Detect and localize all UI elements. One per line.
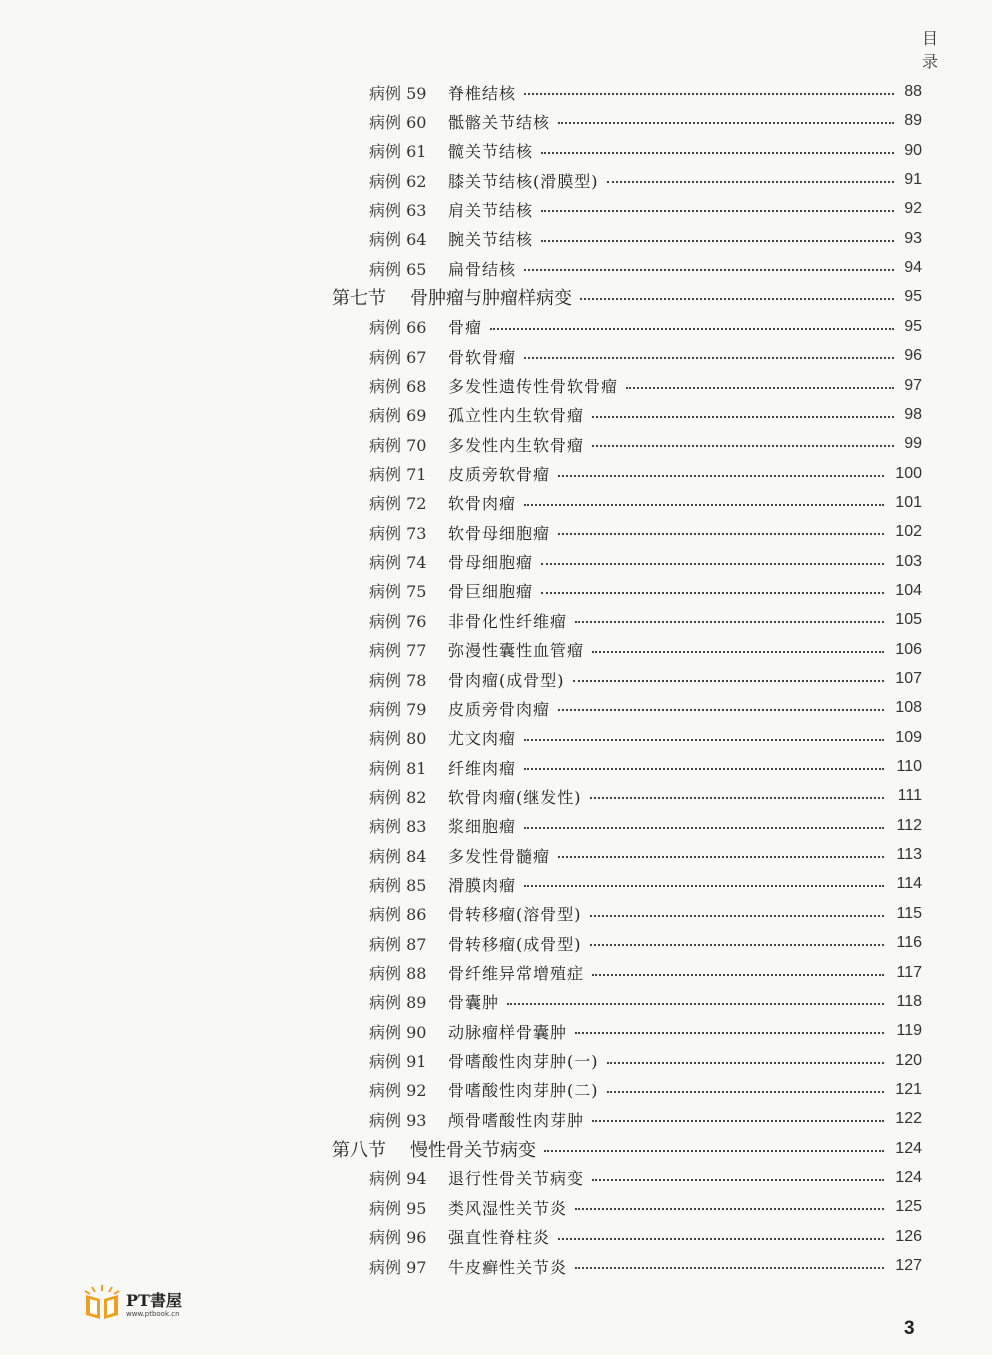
case-label: 病例 94 bbox=[369, 1169, 427, 1189]
case-title: 骨纤维异常增殖症 bbox=[448, 964, 585, 983]
page-ref: 103 bbox=[895, 552, 922, 570]
case-title: 弥漫性囊性血管瘤 bbox=[448, 641, 585, 661]
leader-dots bbox=[607, 1091, 884, 1093]
toc-case-row[interactable] bbox=[0, 168, 992, 192]
case-title: 骨母细胞瘤 bbox=[448, 553, 534, 573]
logo-url[interactable]: www.ptbook.cn bbox=[126, 1310, 180, 1318]
case-title: 骶髂关节结核 bbox=[448, 112, 551, 132]
case-title: 类风湿性关节炎 bbox=[448, 1198, 568, 1218]
toc-case-row[interactable] bbox=[0, 344, 992, 368]
case-title: 退行性骨关节病变 bbox=[448, 1169, 585, 1189]
page-ref: 118 bbox=[896, 992, 922, 1010]
logo-name: PT書屋 bbox=[126, 1291, 182, 1310]
case-label: 病例 66 bbox=[369, 318, 427, 338]
page-ref: 124 bbox=[895, 1168, 922, 1186]
case-label: 病例 60 bbox=[369, 112, 427, 132]
toc-case-row[interactable] bbox=[0, 872, 992, 896]
leader-dots bbox=[607, 181, 894, 183]
page-ref: 120 bbox=[895, 1051, 922, 1069]
page-ref: 112 bbox=[896, 816, 922, 834]
toc-case-row[interactable] bbox=[0, 1019, 992, 1043]
page-ref: 126 bbox=[895, 1227, 922, 1245]
leader-dots bbox=[575, 1267, 884, 1269]
toc-case-row[interactable] bbox=[0, 227, 992, 251]
page-ref: 91 bbox=[904, 171, 922, 189]
toc-case-row[interactable] bbox=[0, 491, 992, 515]
case-title: 扁骨结核 bbox=[448, 259, 517, 279]
page-number: 3 bbox=[904, 1318, 915, 1339]
page-header-title bbox=[921, 26, 964, 72]
leader-dots bbox=[575, 1032, 884, 1034]
leader-dots bbox=[558, 856, 884, 858]
case-label: 病例 77 bbox=[369, 641, 427, 661]
toc-case-row[interactable] bbox=[0, 638, 992, 662]
leader-dots bbox=[558, 122, 894, 124]
case-title: 多发性遗传性骨软骨瘤 bbox=[448, 377, 619, 396]
leader-dots bbox=[541, 563, 884, 565]
toc-case-row[interactable] bbox=[0, 1225, 992, 1249]
leader-dots bbox=[558, 1238, 884, 1240]
case-label: 病例 68 bbox=[369, 377, 427, 396]
page-ref: 124 bbox=[895, 1139, 922, 1157]
case-title: 肩关节结核 bbox=[448, 200, 534, 220]
page-ref: 101 bbox=[895, 493, 922, 511]
page-ref: 104 bbox=[895, 581, 922, 599]
case-label: 病例 62 bbox=[369, 171, 427, 191]
leader-dots bbox=[607, 1062, 884, 1064]
case-title: 骨转移瘤(成骨型) bbox=[448, 934, 582, 954]
toc-case-row[interactable] bbox=[0, 1166, 992, 1190]
case-label: 病例 85 bbox=[369, 875, 427, 895]
case-label: 病例 82 bbox=[369, 787, 427, 807]
case-label: 病例 80 bbox=[369, 729, 427, 749]
leader-dots bbox=[541, 592, 884, 594]
toc-case-row[interactable] bbox=[0, 520, 992, 544]
page-ref: 106 bbox=[895, 640, 922, 658]
leader-dots bbox=[524, 93, 894, 95]
toc-case-row[interactable] bbox=[0, 374, 992, 398]
toc-case-row[interactable] bbox=[0, 432, 992, 456]
leader-dots bbox=[524, 504, 884, 506]
leader-dots bbox=[590, 797, 884, 799]
case-label: 病例 69 bbox=[369, 406, 427, 426]
page-ref: 98 bbox=[904, 405, 922, 423]
leader-dots bbox=[590, 915, 884, 917]
toc-case-row[interactable] bbox=[0, 696, 992, 720]
leader-dots bbox=[524, 269, 894, 271]
case-title: 多发性骨髓瘤 bbox=[448, 846, 551, 866]
leader-dots bbox=[507, 1003, 884, 1005]
case-title: 强直性脊柱炎 bbox=[448, 1228, 551, 1248]
case-label: 病例 90 bbox=[369, 1022, 427, 1042]
page-ref: 121 bbox=[895, 1080, 922, 1098]
leader-dots bbox=[541, 152, 894, 154]
toc-case-row[interactable] bbox=[0, 667, 992, 691]
case-label: 病例 67 bbox=[369, 347, 427, 367]
section-title: 慢性骨关节病变 bbox=[410, 1139, 536, 1161]
case-label: 病例 70 bbox=[369, 435, 427, 455]
case-title: 软骨母细胞瘤 bbox=[448, 523, 551, 543]
page-ref: 94 bbox=[904, 259, 922, 277]
page-ref: 95 bbox=[904, 317, 922, 335]
case-title: 非骨化性纤维瘤 bbox=[448, 611, 568, 631]
toc-case-row[interactable] bbox=[0, 109, 992, 133]
header-char-2: 录 bbox=[921, 52, 964, 71]
leader-dots bbox=[524, 739, 884, 741]
page-ref: 116 bbox=[896, 934, 922, 952]
case-title: 髋关节结核 bbox=[448, 142, 534, 162]
toc-case-row[interactable] bbox=[0, 1254, 992, 1278]
page-ref: 115 bbox=[896, 904, 922, 922]
leader-dots bbox=[592, 416, 894, 418]
page-ref: 119 bbox=[896, 1022, 922, 1040]
page-ref: 109 bbox=[895, 728, 922, 746]
case-title: 骨囊肿 bbox=[448, 993, 500, 1013]
page-ref: 111 bbox=[897, 787, 922, 805]
pt-book-logo-icon bbox=[82, 1283, 122, 1323]
case-title: 软骨肉瘤(继发性) bbox=[448, 787, 582, 807]
header-char-1: 目 bbox=[921, 29, 964, 48]
leader-dots bbox=[524, 885, 884, 887]
toc-case-row[interactable] bbox=[0, 197, 992, 221]
case-label: 病例 84 bbox=[369, 846, 427, 866]
case-title: 骨肉瘤(成骨型) bbox=[448, 670, 565, 690]
toc-case-row[interactable] bbox=[0, 726, 992, 750]
case-title: 骨软骨瘤 bbox=[448, 347, 517, 367]
leader-dots bbox=[575, 621, 884, 623]
case-label: 病例 61 bbox=[369, 142, 427, 162]
toc-section-row[interactable] bbox=[0, 285, 992, 309]
page-ref: 100 bbox=[895, 464, 922, 482]
section-label: 第七节 bbox=[332, 288, 386, 310]
page-ref: 96 bbox=[904, 347, 922, 365]
leader-dots bbox=[573, 680, 884, 682]
leader-dots bbox=[541, 210, 894, 212]
toc-section-row[interactable] bbox=[0, 1137, 992, 1161]
case-label: 病例 91 bbox=[369, 1052, 427, 1072]
case-title: 膝关节结核(滑膜型) bbox=[448, 171, 599, 191]
case-label: 病例 74 bbox=[369, 553, 427, 573]
case-title: 骨嗜酸性肉芽肿(二) bbox=[448, 1081, 599, 1101]
case-label: 病例 93 bbox=[369, 1110, 427, 1130]
page-ref: 110 bbox=[896, 758, 922, 776]
page-ref: 113 bbox=[896, 846, 922, 864]
case-title: 浆细胞瘤 bbox=[448, 817, 517, 837]
case-title: 腕关节结核 bbox=[448, 230, 534, 250]
toc-case-row[interactable] bbox=[0, 579, 992, 603]
toc-case-row[interactable] bbox=[0, 1049, 992, 1073]
toc-case-row[interactable] bbox=[0, 550, 992, 574]
case-label: 病例 81 bbox=[369, 758, 427, 778]
case-title: 脊椎结核 bbox=[448, 83, 517, 103]
page-ref: 99 bbox=[904, 435, 922, 453]
case-label: 病例 71 bbox=[369, 465, 427, 485]
page-ref: 97 bbox=[904, 376, 922, 394]
leader-dots bbox=[592, 651, 884, 653]
case-title: 滑膜肉瘤 bbox=[448, 875, 517, 895]
toc-case-row[interactable] bbox=[0, 784, 992, 808]
leader-dots bbox=[541, 240, 894, 242]
case-title: 尤文肉瘤 bbox=[448, 729, 517, 749]
toc-case-row[interactable] bbox=[0, 1078, 992, 1102]
page-ref: 105 bbox=[895, 611, 922, 629]
toc-case-row[interactable] bbox=[0, 843, 992, 867]
leader-dots bbox=[592, 445, 894, 447]
leader-dots bbox=[575, 1208, 884, 1210]
case-label: 病例 73 bbox=[369, 523, 427, 543]
page-ref: 125 bbox=[895, 1198, 922, 1216]
case-label: 病例 65 bbox=[369, 259, 427, 279]
page-ref: 93 bbox=[904, 229, 922, 247]
leader-dots bbox=[544, 1150, 884, 1152]
toc-case-row[interactable] bbox=[0, 403, 992, 427]
leader-dots bbox=[592, 974, 884, 976]
case-label: 病例 83 bbox=[369, 817, 427, 837]
toc-case-row[interactable] bbox=[0, 1195, 992, 1219]
toc-case-row[interactable] bbox=[0, 608, 992, 632]
leader-dots bbox=[524, 768, 884, 770]
page-ref: 89 bbox=[904, 112, 922, 130]
section-title: 骨肿瘤与肿瘤样病变 bbox=[410, 288, 572, 310]
toc-case-row[interactable] bbox=[0, 931, 992, 955]
case-label: 病例 75 bbox=[369, 582, 427, 602]
page-ref: 122 bbox=[895, 1110, 922, 1128]
case-label: 病例 63 bbox=[369, 200, 427, 220]
page-ref: 114 bbox=[896, 875, 922, 893]
leader-dots bbox=[580, 298, 894, 300]
toc-case-row[interactable] bbox=[0, 902, 992, 926]
leader-dots bbox=[558, 475, 884, 477]
case-label: 病例 64 bbox=[369, 230, 427, 250]
leader-dots bbox=[524, 827, 884, 829]
leader-dots bbox=[592, 1120, 884, 1122]
case-title: 动脉瘤样骨囊肿 bbox=[448, 1022, 568, 1042]
leader-dots bbox=[592, 1179, 884, 1181]
toc-case-row[interactable] bbox=[0, 1107, 992, 1131]
case-label: 病例 97 bbox=[369, 1257, 427, 1277]
case-label: 病例 96 bbox=[369, 1228, 427, 1248]
case-title: 牛皮癣性关节炎 bbox=[448, 1257, 568, 1277]
case-title: 软骨肉瘤 bbox=[448, 494, 517, 514]
toc-case-row[interactable] bbox=[0, 755, 992, 779]
case-label: 病例 78 bbox=[369, 670, 427, 690]
case-label: 病例 92 bbox=[369, 1081, 427, 1101]
page-ref: 95 bbox=[904, 288, 922, 306]
case-title: 皮质旁软骨瘤 bbox=[448, 465, 551, 485]
case-title: 颅骨嗜酸性肉芽肿 bbox=[448, 1110, 585, 1130]
page-ref: 88 bbox=[904, 83, 922, 100]
leader-dots bbox=[558, 709, 884, 711]
case-title: 骨嗜酸性肉芽肿(一) bbox=[448, 1052, 599, 1072]
page-ref: 127 bbox=[895, 1257, 922, 1274]
case-label: 病例 59 bbox=[369, 83, 427, 103]
toc-case-row[interactable] bbox=[0, 315, 992, 339]
case-label: 病例 95 bbox=[369, 1198, 427, 1218]
case-title: 多发性内生软骨瘤 bbox=[448, 435, 585, 455]
page-ref: 92 bbox=[904, 200, 922, 218]
case-title: 纤维肉瘤 bbox=[448, 758, 517, 778]
case-label: 病例 86 bbox=[369, 905, 427, 925]
page-ref: 108 bbox=[895, 699, 922, 717]
page-ref: 117 bbox=[896, 963, 922, 981]
toc-case-row[interactable] bbox=[0, 256, 992, 280]
leader-dots bbox=[626, 387, 894, 389]
toc-case-row[interactable] bbox=[0, 990, 992, 1014]
toc-case-row[interactable] bbox=[0, 462, 992, 486]
case-title: 孤立性内生软骨瘤 bbox=[448, 406, 585, 426]
section-label: 第八节 bbox=[332, 1139, 386, 1161]
case-label: 病例 79 bbox=[369, 699, 427, 719]
leader-dots bbox=[590, 944, 884, 946]
page-ref: 90 bbox=[904, 141, 922, 159]
case-label: 病例 88 bbox=[369, 964, 427, 983]
case-title: 骨瘤 bbox=[448, 318, 483, 338]
case-label: 病例 87 bbox=[369, 934, 427, 954]
page-ref: 102 bbox=[895, 523, 922, 541]
case-title: 骨巨细胞瘤 bbox=[448, 582, 534, 602]
toc-case-row[interactable] bbox=[0, 814, 992, 838]
toc-case-row[interactable] bbox=[0, 139, 992, 163]
page-ref: 107 bbox=[895, 670, 922, 687]
toc-case-row[interactable] bbox=[0, 80, 992, 104]
leader-dots bbox=[558, 533, 884, 535]
toc-case-row[interactable] bbox=[0, 961, 992, 985]
case-label: 病例 76 bbox=[369, 611, 427, 631]
case-label: 病例 72 bbox=[369, 494, 427, 514]
case-title: 皮质旁骨肉瘤 bbox=[448, 699, 551, 719]
case-title: 骨转移瘤(溶骨型) bbox=[448, 905, 582, 925]
leader-dots bbox=[490, 328, 894, 330]
case-label: 病例 89 bbox=[369, 993, 427, 1013]
leader-dots bbox=[524, 357, 894, 359]
